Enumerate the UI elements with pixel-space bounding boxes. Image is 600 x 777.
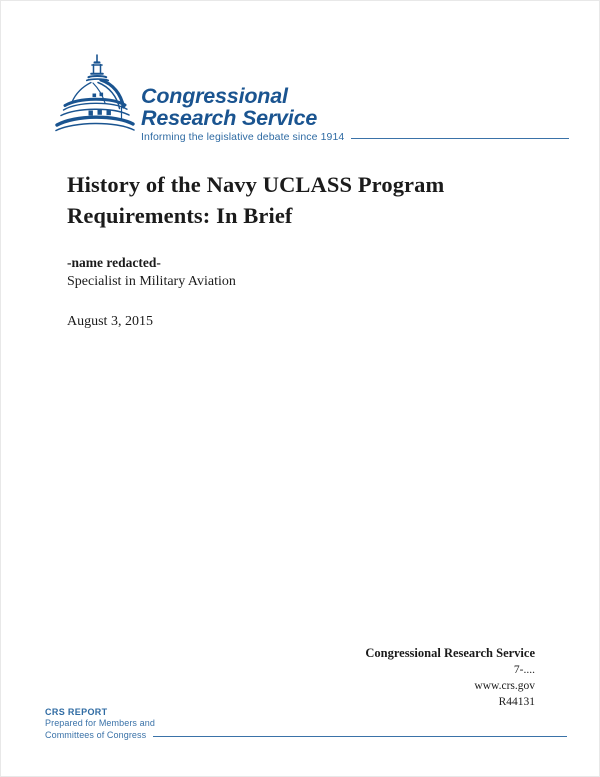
wordmark-line-1: Congressional bbox=[141, 84, 288, 108]
report-stamp-heading: CRS REPORT bbox=[45, 707, 108, 717]
report-stamp-line-1: Prepared for Members and bbox=[45, 718, 155, 728]
author-name: -name redacted- bbox=[67, 255, 161, 270]
footer-website[interactable]: www.crs.gov bbox=[474, 680, 535, 692]
capitol-dome-icon bbox=[53, 53, 143, 135]
footer-identity-block bbox=[255, 644, 535, 710]
document-date: August 3, 2015 bbox=[67, 314, 153, 329]
report-stamp-rule bbox=[153, 736, 567, 737]
author-role: Specialist in Military Aviation bbox=[67, 274, 236, 289]
masthead bbox=[53, 53, 569, 148]
wordmark-line-2: Research Service bbox=[141, 106, 318, 130]
report-stamp-line-2: Committees of Congress bbox=[45, 729, 147, 740]
organization-wordmark bbox=[141, 85, 561, 129]
author-block bbox=[67, 254, 507, 331]
title-line-1: History of the Navy UCLASS Program bbox=[67, 172, 445, 197]
title-line-2: Requirements: In Brief bbox=[67, 203, 293, 228]
page-title bbox=[67, 169, 507, 231]
tagline-rule bbox=[351, 138, 569, 139]
tagline-text: Informing the legislative debate since 1914 bbox=[141, 131, 345, 143]
report-stamp-block bbox=[45, 706, 567, 741]
footer-organization: Congressional Research Service bbox=[365, 646, 535, 660]
footer-report-number: R44131 bbox=[498, 696, 535, 708]
footer-phone: 7-.... bbox=[513, 664, 535, 676]
tagline-row bbox=[141, 131, 569, 143]
report-stamp-last-row bbox=[45, 730, 567, 742]
